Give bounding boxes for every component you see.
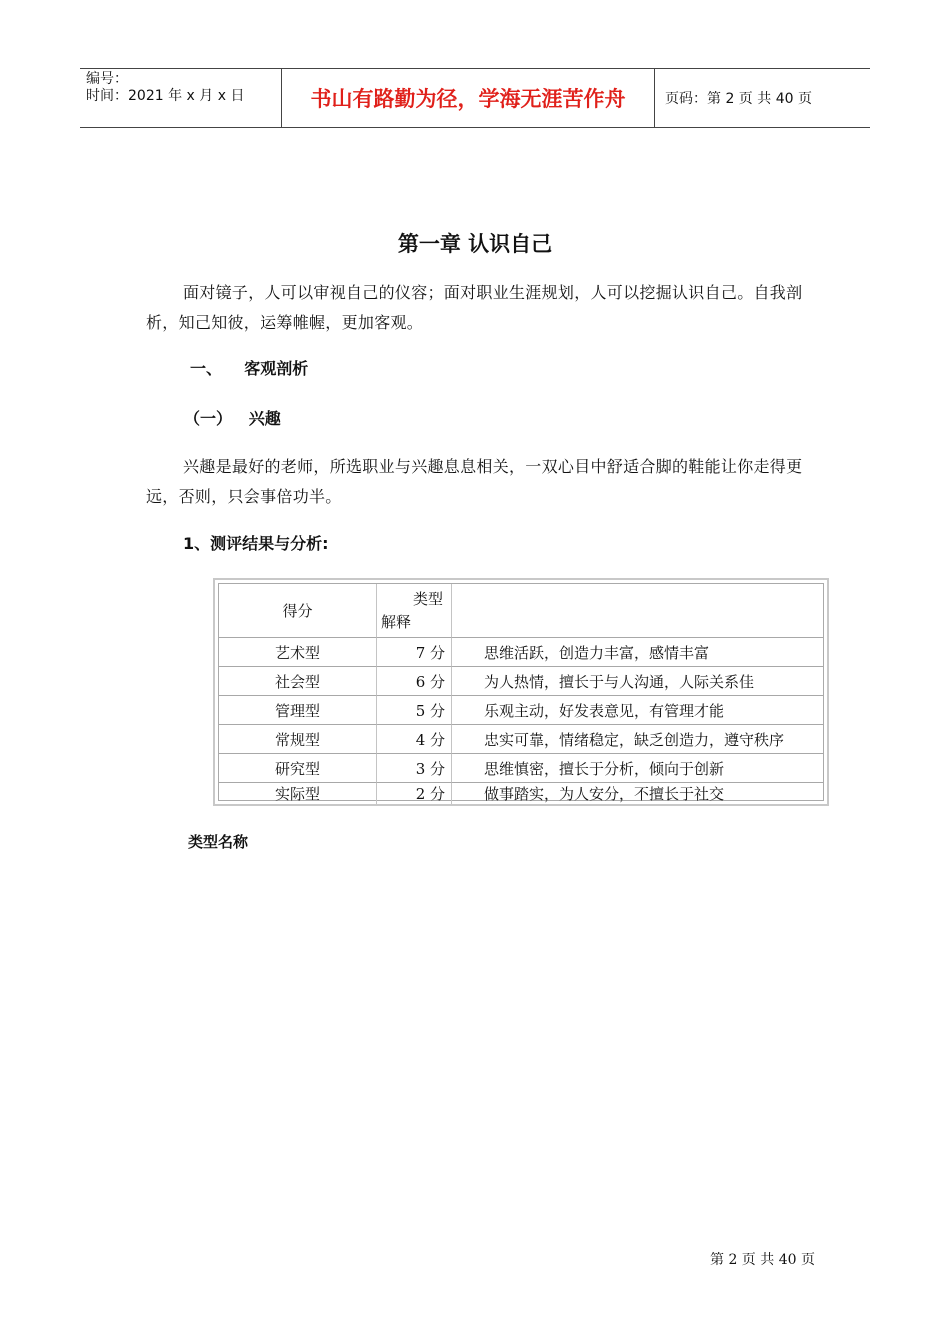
table-body bbox=[218, 583, 824, 801]
header-score: 得分 bbox=[219, 584, 377, 638]
table-row bbox=[219, 696, 823, 725]
table-row bbox=[219, 667, 823, 696]
row-desc: 思维活跃，创造力丰富，感情丰富 bbox=[452, 638, 823, 667]
item-heading: 1、测评结果与分析: bbox=[183, 534, 329, 553]
header-meta bbox=[80, 69, 282, 127]
score-table bbox=[213, 578, 829, 806]
row-score: 6 分 bbox=[377, 667, 452, 696]
intro-paragraph: 面对镜子，人可以审视自己的仪容；面对职业生涯规划，人可以挖掘认识自己。自我剖析，知己知彼，运筹帷幄，更加客观。 bbox=[146, 283, 803, 332]
chapter-title: 第一章 认识自己 bbox=[397, 232, 553, 256]
row-score: 2 分 bbox=[377, 783, 452, 804]
row-score: 5 分 bbox=[377, 696, 452, 725]
row-score: 7 分 bbox=[377, 638, 452, 667]
table-row bbox=[219, 783, 823, 804]
interest-paragraph: 兴趣是最好的老师，所选职业与兴趣息息相关，一双心目中舒适合脚的鞋能让你走得更远，否则，只会事倍功半。 bbox=[146, 457, 803, 506]
row-desc: 乐观主动，好发表意见，有管理才能 bbox=[452, 696, 823, 725]
time-label: 时间：2021 年 x 月 x 日 bbox=[86, 88, 245, 104]
row-score: 3 分 bbox=[377, 754, 452, 783]
number-label: 编号： bbox=[86, 71, 128, 87]
table-row bbox=[219, 725, 823, 754]
table-row bbox=[219, 638, 823, 667]
row-type: 研究型 bbox=[219, 754, 377, 783]
subsection-heading: （一） 兴趣 bbox=[184, 409, 281, 428]
table-header-row bbox=[219, 584, 823, 638]
section-heading: 一、 客观剖析 bbox=[190, 359, 309, 378]
row-type: 常规型 bbox=[219, 725, 377, 754]
header-page-info: 页码：第 2 页 共 40 页 bbox=[665, 91, 812, 107]
row-type: 管理型 bbox=[219, 696, 377, 725]
header-explain: 解释 bbox=[381, 612, 412, 631]
header-blank bbox=[452, 584, 823, 638]
row-desc: 思维慎密，擅长于分析，倾向于创新 bbox=[452, 754, 823, 783]
row-type: 实际型 bbox=[219, 783, 377, 804]
row-desc: 做事踏实，为人安分，不擅长于社交 bbox=[484, 785, 725, 803]
header-motto: 书山有路勤为径，学海无涯苦作舟 bbox=[282, 69, 655, 127]
row-desc: 为人热情，擅长于与人沟通，人际关系佳 bbox=[452, 667, 823, 696]
page-footer: 第 2 页 共 40 页 bbox=[710, 1252, 815, 1268]
row-score: 4 分 bbox=[377, 725, 452, 754]
row-type: 艺术型 bbox=[219, 638, 377, 667]
page-header bbox=[80, 68, 870, 128]
row-desc: 忠实可靠，情绪稳定，缺乏创造力，遵守秩序 bbox=[452, 725, 823, 754]
table-row bbox=[219, 754, 823, 783]
header-type-explain bbox=[377, 584, 452, 638]
header-type: 类型 bbox=[413, 589, 444, 608]
row-type: 社会型 bbox=[219, 667, 377, 696]
table-caption: 类型名称 bbox=[188, 833, 249, 851]
